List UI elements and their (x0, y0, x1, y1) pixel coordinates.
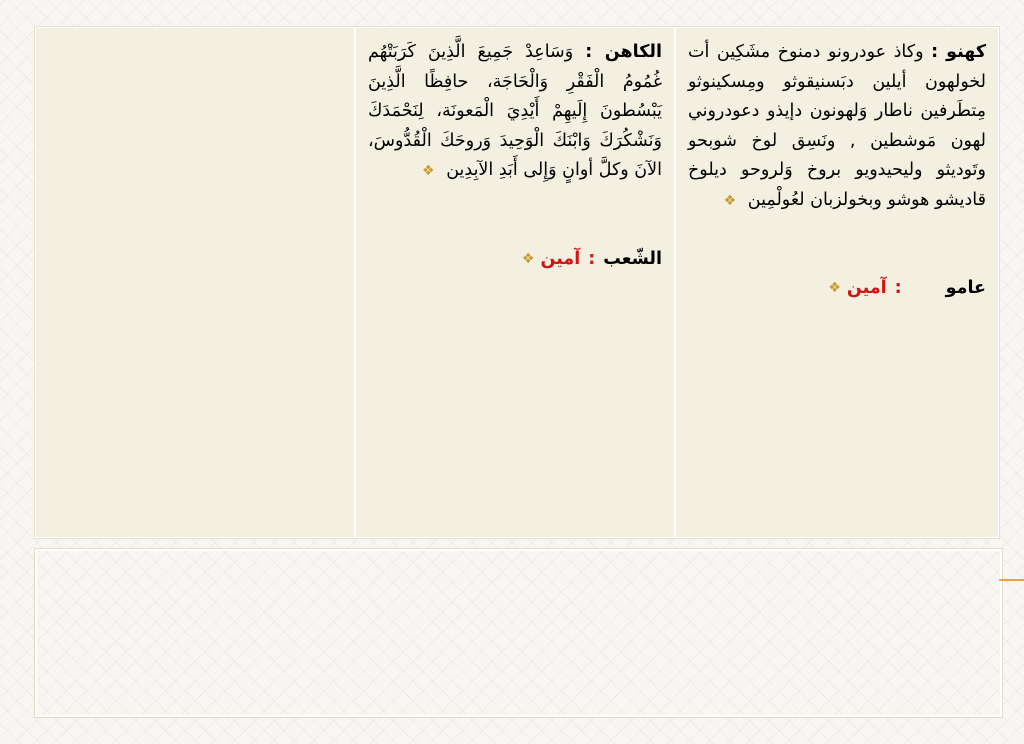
prayer-text-syriac: وكاذ عودرونو دمنوخ مشَكِين أت لخولهون أيلين دبَسنيقوثو ومِسكينوثو مِتطَرفين ناطار وَلهونون دإيذو دعودروني لهون مَوشطين , ونَسِق لوخ شوبحو وتَوديثو وليحيدويو بروخ وَلروحو ديلوخ قاديشو هوشو وبخولزبان لعُولْمِين (688, 42, 986, 210)
amen-text-syriac: آمين (846, 278, 887, 298)
transliterated-prayer (688, 38, 986, 216)
text-table (35, 27, 999, 538)
arabic-prayer (368, 38, 662, 187)
people-response-arabic (368, 245, 662, 275)
diamond-bullet-icon: ❖ (422, 163, 435, 179)
people-label-arabic: الشّعب (603, 248, 662, 269)
people-label-syriac: عامو (945, 278, 986, 298)
prayer-text-arabic: وَسَاعِدْ جَمِيعَ الَّذِينَ كَرَبَتْهُم غُمُومُ الْفَقْرِ وَالْحَاجَة، حافِظًا الَّذِينَ يَبْسُطونَ إِلَيهِمْ أَيْدِيَ الْمَعونَة، لِنَحْمَدَكَ وَنَشْكُرَكَ وَابْنَكَ الْوَحِيدَ وَروحَكَ الْقُدُّوسَ، الآنَ وكلَّ أوانٍ وَإِلى أَبَدِ الآبِدِين (368, 42, 662, 180)
response-separator: : (894, 278, 902, 298)
diamond-bullet-icon: ❖ (521, 250, 535, 267)
response-separator: : (588, 248, 596, 269)
empty-column (36, 28, 356, 537)
priest-label-syriac: كهنو : (931, 42, 986, 62)
accent-line (999, 579, 1024, 581)
priest-label-arabic: الكاهن : (585, 42, 662, 62)
arabic-column (356, 28, 676, 537)
diamond-bullet-icon: ❖ (828, 280, 841, 296)
amen-text-arabic: آمين (540, 248, 581, 269)
empty-content-panel (35, 549, 1002, 717)
people-response-syriac (688, 274, 986, 304)
diamond-bullet-icon: ❖ (723, 192, 737, 209)
syriac-transliteration-column (676, 28, 998, 537)
